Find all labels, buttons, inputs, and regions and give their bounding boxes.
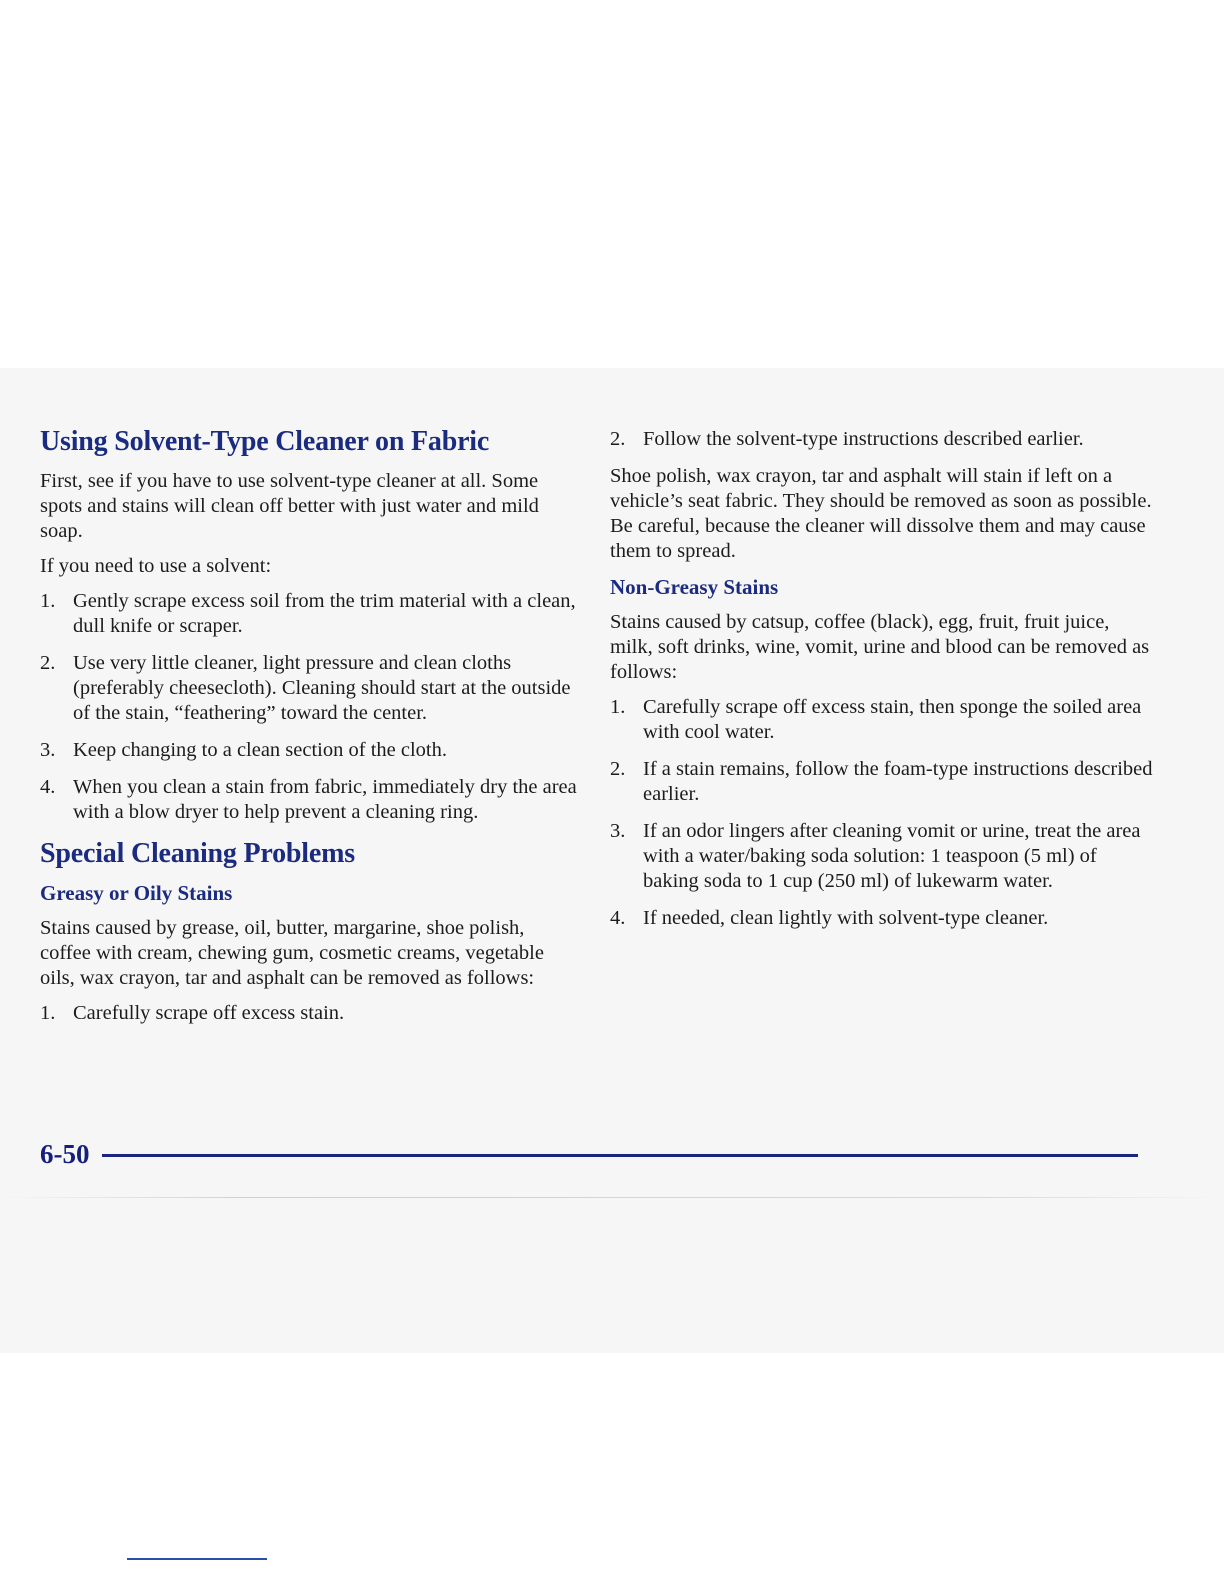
list-item	[40, 651, 580, 726]
step-text: If a stain remains, follow the foam-type instructions described earlier.	[643, 758, 1153, 806]
step-text: Follow the solvent-type instructions described earlier.	[643, 428, 1084, 450]
list-item	[610, 819, 1155, 894]
page-number: 6-50	[40, 1139, 90, 1169]
intro-paragraph: First, see if you have to use solvent-type cleaner at all. Some spots and stains will clean off better with just water and mild soap.	[40, 469, 539, 542]
greasy-steps-list-continued	[610, 427, 1155, 452]
list-item	[610, 906, 1155, 931]
step-number: 3.	[40, 738, 56, 761]
solvent-lead-paragraph: If you need to use a solvent:	[40, 554, 272, 577]
subtitle-non-greasy-stains: Non-Greasy Stains	[610, 575, 779, 599]
list-item	[40, 775, 580, 825]
step-text: When you clean a stain from fabric, immediately dry the area with a blow dryer to help prevent a cleaning ring.	[73, 775, 577, 823]
list-item	[610, 427, 1155, 452]
non-greasy-paragraph: Stains caused by catsup, coffee (black), egg, fruit, fruit juice, milk, soft drinks, wine, vomit, urine and blood can be removed as follows:	[610, 611, 1150, 684]
greasy-steps-list	[40, 1001, 580, 1026]
left-column	[40, 425, 580, 1038]
list-item	[40, 738, 580, 763]
shoe-polish-paragraph: Shoe polish, wax crayon, tar and asphalt will stain if left on a vehicle’s seat fabric. They should be removed as soon as possible. Be careful, because the cleaner will dissolve them and may cause them to spread.	[610, 465, 1152, 562]
page-footer	[40, 1137, 1138, 1171]
step-number: 1.	[40, 1002, 56, 1025]
step-number: 2.	[610, 428, 626, 450]
list-item	[610, 695, 1155, 745]
section-title-solvent-cleaner: Using Solvent-Type Cleaner on Fabric	[40, 426, 490, 457]
step-number: 1.	[40, 589, 56, 612]
step-number: 2.	[610, 758, 626, 781]
footer-rule	[102, 1154, 1138, 1157]
list-item	[40, 589, 580, 639]
bottom-mark	[127, 1558, 267, 1560]
right-column	[610, 427, 1155, 943]
non-greasy-steps-list	[610, 695, 1155, 931]
solvent-steps-list	[40, 589, 580, 825]
step-text: Carefully scrape off excess stain.	[73, 1002, 345, 1025]
step-text: If an odor lingers after cleaning vomit or urine, treat the area with a water/baking soda solution: 1 teaspoon (5 ml) of baking soda to 1 cup (250 ml) of lukewarm water.	[643, 820, 1141, 893]
step-number: 4.	[40, 775, 56, 798]
step-text: Use very little cleaner, light pressure and clean cloths (preferably cheesecloth). Cleaning should start at the outside of the stain, “feathering” toward the center.	[73, 651, 571, 724]
step-number: 4.	[610, 907, 626, 930]
step-text: If needed, clean lightly with solvent-type cleaner.	[643, 907, 1049, 930]
step-number: 1.	[610, 696, 626, 719]
subtitle-greasy-stains: Greasy or Oily Stains	[40, 881, 233, 906]
step-text: Carefully scrape off excess stain, then sponge the soiled area with cool water.	[643, 696, 1142, 744]
step-number: 2.	[40, 651, 56, 674]
scan-divider	[0, 1197, 1224, 1198]
greasy-paragraph: Stains caused by grease, oil, butter, margarine, shoe polish, coffee with cream, chewing gum, cosmetic creams, vegetable oils, wax crayon, tar and asphalt can be removed as follows:	[40, 917, 544, 990]
step-text: Keep changing to a clean section of the cloth.	[73, 738, 447, 761]
section-title-special-cleaning: Special Cleaning Problems	[40, 837, 355, 869]
step-text: Gently scrape excess soil from the trim material with a clean, dull knife or scraper.	[73, 589, 576, 637]
list-item	[40, 1001, 580, 1026]
list-item	[610, 757, 1155, 807]
step-number: 3.	[610, 820, 626, 843]
